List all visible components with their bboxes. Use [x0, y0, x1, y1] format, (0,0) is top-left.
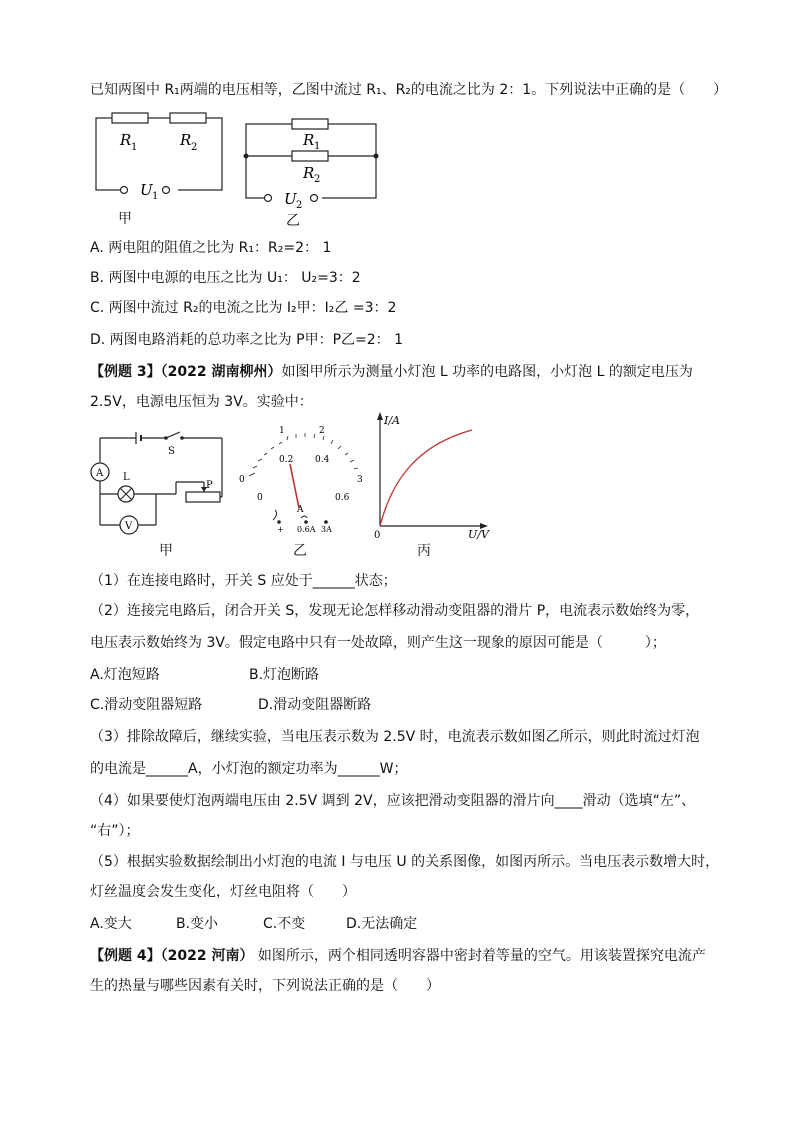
example-3-tag: 【例题 3】（2022 湖南柳州）	[90, 364, 282, 380]
question-3-line1: （3）排除故障后，继续实验，当电压表示数为 2.5V 时，电流表示数如图乙所示，则此时流过灯泡	[90, 729, 700, 745]
question-5-option-d: D.无法确定	[346, 916, 418, 932]
caption-jia: 甲	[118, 211, 132, 227]
svg-text:0.6A: 0.6A	[297, 525, 316, 534]
resistor-r2	[170, 113, 206, 123]
question-2-option-d: D.滑动变阻器断路	[258, 697, 372, 713]
resistor-r1	[112, 113, 148, 123]
option-b: B. 两图中电源的电压之比为 U₁： U₂=3：2	[90, 270, 361, 286]
circuit-diagram-jia	[88, 110, 238, 225]
svg-text:2: 2	[191, 142, 198, 153]
option-a: A. 两电阻的阻值之比为 R₁：R₂=2： 1	[90, 240, 332, 256]
iu-graph	[372, 410, 497, 540]
svg-text:3: 3	[357, 475, 363, 485]
svg-text:0.6: 0.6	[335, 493, 350, 503]
caption-yi-2: 乙	[293, 543, 307, 559]
example-4-tag: 【例题 4】（2022 河南）	[90, 948, 254, 964]
label-r2: R	[180, 131, 192, 149]
svg-text:1: 1	[131, 142, 138, 153]
rheostat-icon	[186, 492, 220, 502]
question-2-line2: 电压表示数始终为 3V。假定电路中只有一处故障，则产生这一现象的原因可能是（ ）；	[90, 635, 666, 651]
question-5-line2: 灯丝温度会发生变化，灯丝电阻将（ ）	[90, 884, 356, 900]
ammeter-dial	[235, 422, 365, 540]
question-1: （1）在连接电路时，开关 S 应处于______状态；	[90, 573, 397, 589]
label-r1: R	[120, 131, 132, 149]
question-4-line1: （4）如果要使灯泡两端电压由 2.5V 调到 2V，应该把滑动变阻器的滑片向____滑动（选填“左”、	[90, 793, 696, 809]
terminal-right	[163, 187, 170, 194]
question-4-line2: “右”）；	[90, 823, 140, 839]
lamp-label: L	[123, 472, 130, 483]
caption-bing: 丙	[417, 543, 431, 559]
svg-text:0.2: 0.2	[279, 455, 294, 465]
switch-label: S	[168, 446, 175, 457]
caption-jia-2: 甲	[159, 543, 173, 559]
svg-text:2: 2	[296, 200, 303, 211]
label-r2: R	[303, 164, 315, 182]
svg-text:1: 1	[314, 141, 321, 152]
axis-x-label: U/V	[468, 528, 489, 540]
question-intro: 已知两图中 R₁两端的电压相等，乙图中流过 R₁、R₂的电流之比为 2：1。下列说法中正确的是（ ）	[90, 82, 728, 98]
question-2-option-a: A.灯泡短路	[90, 667, 160, 683]
terminal-left	[121, 187, 128, 194]
svg-text:V: V	[125, 521, 133, 532]
terminal-right	[311, 195, 318, 202]
label-u1: U	[140, 181, 153, 199]
svg-text:1: 1	[152, 191, 159, 202]
question-5-option-a: A.变大	[90, 916, 132, 932]
resistor-r1	[292, 119, 328, 129]
svg-text:2: 2	[319, 426, 325, 436]
example-3-line2: 2.5V，电源电压恒为 3V。实验中：	[90, 394, 313, 410]
svg-text:2: 2	[314, 174, 321, 185]
example-4-heading: 【例题 4】（2022 河南） 如图所示，两个相同透明容器中密封着等量的空气。用该装置探究电流产	[90, 948, 706, 964]
question-2-option-c: C.滑动变阻器短路	[90, 697, 203, 713]
axis-y-label: I/A	[384, 414, 400, 427]
example-3-heading: 【例题 3】（2022 湖南柳州）如图甲所示为测量小灯泡 L 功率的电路图，小灯泡 L 的额定电压为	[90, 364, 693, 380]
question-2-option-b: B.灯泡断路	[249, 667, 320, 683]
svg-text:0: 0	[239, 475, 245, 485]
slider-label: P	[206, 480, 213, 491]
question-5-option-b: B.变小	[176, 916, 219, 932]
question-2-line1: （2）连接完电路后，闭合开关 S，发现无论怎样移动滑动变阻器的滑片 P，电流表示数始终为零，	[90, 603, 700, 619]
example-4-line2: 生的热量与哪些因素有关时，下列说法正确的是（ ）	[90, 978, 440, 994]
svg-text:+: +	[277, 525, 284, 534]
circuit-diagram-yi	[240, 116, 385, 216]
svg-text:0.4: 0.4	[315, 455, 330, 465]
label-r1: R	[303, 131, 315, 149]
origin-label: 0	[374, 530, 381, 540]
question-5-option-c: C.不变	[263, 916, 306, 932]
option-c: C. 两图中流过 R₂的电流之比为 I₂甲：I₂乙 =3：2	[90, 300, 397, 316]
question-3-line2: 的电流是______A，小灯泡的额定功率为______W；	[90, 761, 408, 777]
iu-curve	[380, 430, 472, 526]
option-d: D. 两图电路消耗的总功率之比为 P甲：P乙=2： 1	[90, 332, 404, 348]
resistor-r2	[292, 151, 328, 161]
svg-text:1: 1	[279, 426, 285, 436]
terminal-left	[265, 195, 272, 202]
svg-text:A: A	[96, 468, 104, 479]
meter-needle	[290, 464, 299, 508]
circuit-diagram-lamp	[86, 424, 228, 544]
caption-yi: 乙	[286, 213, 300, 229]
svg-text:3A: 3A	[321, 525, 332, 534]
meter-unit: A	[297, 505, 304, 515]
label-u2: U	[284, 190, 297, 208]
svg-text:0: 0	[257, 493, 263, 503]
question-5-line1: （5）根据实验数据绘制出小灯泡的电流 I 与电压 U 的关系图像，如图丙所示。当电压表示数增大时，	[90, 854, 720, 870]
